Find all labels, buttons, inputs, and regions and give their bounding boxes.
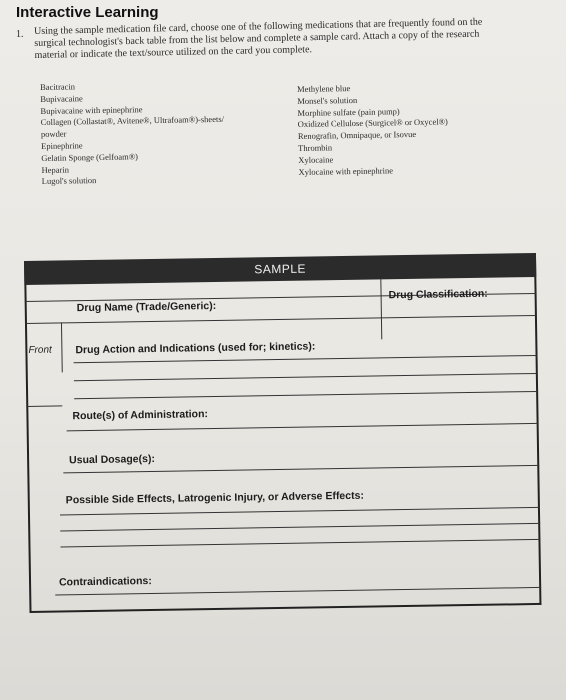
drug-item: Epinephrine	[41, 140, 83, 151]
question-number: 1.	[16, 29, 24, 40]
drug-list-right	[297, 80, 529, 178]
drug-item: Gelatin Sponge (Gelfoam®)	[41, 151, 139, 163]
drug-item: Lugol's solution	[41, 175, 97, 187]
drug-item: Monsel's solution	[297, 94, 358, 106]
usual-dosage-label: Usual Dosage(s):	[69, 452, 156, 467]
drug-item: Collagen (Collastat®, Avitene®, Ultrafoam®)-sheets/	[40, 114, 225, 128]
drug-item: Bupivacaine with epinephrine	[40, 103, 143, 116]
drug-item: Xylocaine with epinephrine	[298, 164, 394, 177]
drug-item: Thrombin	[298, 142, 333, 153]
route-label: Route(s) of Administration:	[72, 408, 209, 423]
drug-item: Bupivacaine	[40, 93, 83, 104]
section-heading: Interactive Learning	[16, 4, 159, 21]
drug-item: Bacitracin	[40, 81, 76, 92]
drug-item: Xylocaine	[298, 154, 334, 165]
sample-medication-card	[24, 253, 542, 621]
question-text: Using the sample medication file card, choose one of the following medications that are frequently found on the surgical technologist's back table from the list below and complete a sample card. Attach a copy of the research material or indicate the text/source utilized on the card you complete.	[34, 16, 483, 61]
drug-item: Oxidized Cellulose (Surgicel® or Oxycel®)	[297, 116, 448, 130]
drug-item: Morphine sulfate (pain pump)	[297, 105, 400, 118]
drug-item: Heparin	[41, 164, 70, 175]
action-indications-label: Drug Action and Indications (used for; kinetics):	[75, 340, 316, 357]
side-effects-label: Possible Side Effects, Latrogenic Injury, or Adverse Effects:	[65, 489, 364, 507]
contraindications-label: Contraindications:	[58, 575, 152, 589]
drug-item: Methylene blue	[297, 83, 351, 94]
card-title-bar: SAMPLE	[24, 253, 536, 285]
drug-name-label: Drug Name (Trade/Generic):	[76, 299, 217, 315]
drug-list-left	[40, 78, 272, 188]
drug-classification-label: Drug Classification:	[388, 287, 488, 302]
front-label: Front	[28, 344, 52, 356]
drug-item: Renografin, Omnipaque, or Isovue	[297, 129, 417, 142]
drug-item: powder	[40, 128, 67, 140]
